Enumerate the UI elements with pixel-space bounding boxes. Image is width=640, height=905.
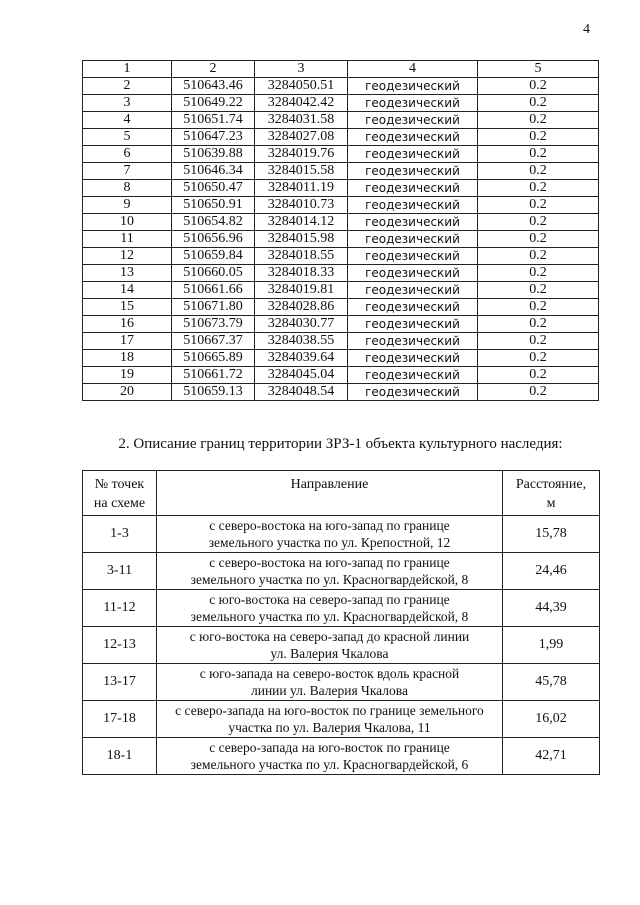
coordinates-cell: 510667.37	[172, 333, 255, 350]
coordinates-cell: 16	[83, 316, 172, 333]
distance-header-line2: м	[546, 496, 556, 511]
coordinates-cell: геодезический	[348, 95, 478, 112]
coordinates-cell: 0.2	[478, 214, 599, 231]
coordinates-row	[83, 146, 599, 163]
coordinates-cell: 3284019.76	[255, 146, 348, 163]
direction-line1: с юго-востока на северо-запад по границе	[209, 592, 450, 607]
coordinates-cell: геодезический	[348, 248, 478, 265]
direction-cell	[157, 627, 503, 664]
coordinates-cell: 3284048.54	[255, 384, 348, 401]
coordinates-cell: 0.2	[478, 146, 599, 163]
coordinates-cell: геодезический	[348, 214, 478, 231]
direction-cell	[157, 664, 503, 701]
coordinates-cell: 0.2	[478, 231, 599, 248]
coordinates-cell: 7	[83, 163, 172, 180]
coordinates-cell: 3284042.42	[255, 95, 348, 112]
direction-line2: линии ул. Валерия Чкалова	[251, 683, 408, 698]
coordinates-cell: 20	[83, 384, 172, 401]
coordinates-cell: 0.2	[478, 384, 599, 401]
coordinates-row	[83, 316, 599, 333]
header-cell: 4	[348, 61, 478, 78]
coordinates-cell: 510650.47	[172, 180, 255, 197]
coordinates-cell: геодезический	[348, 384, 478, 401]
coordinates-cell: геодезический	[348, 146, 478, 163]
coordinates-row	[83, 214, 599, 231]
distance-cell: 24,46	[503, 553, 600, 590]
coordinates-cell: 510661.72	[172, 367, 255, 384]
coordinates-cell: 15	[83, 299, 172, 316]
coordinates-row	[83, 231, 599, 248]
coordinates-cell: 510659.84	[172, 248, 255, 265]
coordinates-cell: 0.2	[478, 112, 599, 129]
direction-cell	[157, 701, 503, 738]
points-header	[83, 471, 157, 516]
coordinates-cell: геодезический	[348, 112, 478, 129]
coordinates-cell: 510656.96	[172, 231, 255, 248]
borders-row	[83, 664, 600, 701]
borders-row	[83, 701, 600, 738]
coordinates-cell: геодезический	[348, 350, 478, 367]
coordinates-cell: 3284045.04	[255, 367, 348, 384]
direction-header: Направление	[157, 471, 503, 516]
coordinates-cell: 510671.80	[172, 299, 255, 316]
coordinates-cell: 19	[83, 367, 172, 384]
points-cell: 18-1	[83, 738, 157, 775]
points-cell: 17-18	[83, 701, 157, 738]
distance-cell: 15,78	[503, 516, 600, 553]
direction-line1: с юго-запада на северо-восток вдоль красной	[199, 666, 460, 681]
coordinates-cell: 3284014.12	[255, 214, 348, 231]
coordinates-cell: геодезический	[348, 367, 478, 384]
coordinates-cell: 510661.66	[172, 282, 255, 299]
section-heading: 2. Описание границ территории ЗРЗ-1 объекта культурного наследия:	[118, 436, 563, 452]
coordinates-row	[83, 367, 599, 384]
coordinates-cell: 510651.74	[172, 112, 255, 129]
header-cell: 3	[255, 61, 348, 78]
distance-cell: 44,39	[503, 590, 600, 627]
coordinates-cell: 3284039.64	[255, 350, 348, 367]
coordinates-cell: 3284018.33	[255, 265, 348, 282]
direction-cell	[157, 516, 503, 553]
coordinates-cell: 12	[83, 248, 172, 265]
direction-cell	[157, 590, 503, 627]
borders-row	[83, 590, 600, 627]
coordinates-cell: 11	[83, 231, 172, 248]
coordinates-cell: 510643.46	[172, 78, 255, 95]
distance-header-line1: Расстояние,	[515, 477, 587, 492]
borders-description-table	[82, 470, 600, 775]
coordinates-cell: 510650.91	[172, 197, 255, 214]
header-cell: 2	[172, 61, 255, 78]
coordinates-cell: 3284015.98	[255, 231, 348, 248]
header-cell: 1	[83, 61, 172, 78]
coordinates-header-row	[83, 61, 599, 78]
coordinates-cell: 8	[83, 180, 172, 197]
direction-line1: с северо-востока на юго-запад по границе	[209, 518, 450, 533]
direction-line2: земельного участка по ул. Крепостной, 12	[208, 535, 451, 550]
coordinates-cell: 510660.05	[172, 265, 255, 282]
coordinates-cell: 510654.82	[172, 214, 255, 231]
coordinates-cell: геодезический	[348, 265, 478, 282]
coordinates-cell: геодезический	[348, 163, 478, 180]
borders-row	[83, 553, 600, 590]
direction-line2: земельного участка по ул. Красногвардейской, 8	[190, 572, 469, 587]
coordinates-cell: геодезический	[348, 316, 478, 333]
borders-header-row	[83, 471, 600, 516]
coordinates-row	[83, 112, 599, 129]
coordinates-row	[83, 350, 599, 367]
coordinates-cell: 5	[83, 129, 172, 146]
direction-line1: с северо-запада на юго-восток по границе земельного	[175, 703, 484, 718]
coordinates-cell: 3284028.86	[255, 299, 348, 316]
coordinates-row	[83, 163, 599, 180]
coordinates-cell: 0.2	[478, 78, 599, 95]
coordinates-cell: 0.2	[478, 282, 599, 299]
coordinates-cell: 0.2	[478, 367, 599, 384]
direction-line1: с северо-запада на юго-восток по границе	[209, 740, 450, 755]
coordinates-cell: 3284010.73	[255, 197, 348, 214]
direction-line1: с юго-востока на северо-запад до красной линии	[189, 629, 470, 644]
coordinates-row	[83, 95, 599, 112]
coordinates-cell: 0.2	[478, 197, 599, 214]
coordinates-cell: 0.2	[478, 350, 599, 367]
coordinates-cell: 510673.79	[172, 316, 255, 333]
coordinates-cell: геодезический	[348, 129, 478, 146]
coordinates-cell: 2	[83, 78, 172, 95]
coordinates-cell: 0.2	[478, 163, 599, 180]
coordinates-cell: 3284015.58	[255, 163, 348, 180]
coordinates-row	[83, 248, 599, 265]
coordinates-cell: 3284019.81	[255, 282, 348, 299]
coordinates-cell: 10	[83, 214, 172, 231]
coordinates-cell: геодезический	[348, 231, 478, 248]
coordinates-row	[83, 78, 599, 95]
points-cell: 13-17	[83, 664, 157, 701]
coordinates-cell: 9	[83, 197, 172, 214]
coordinates-cell: геодезический	[348, 180, 478, 197]
coordinates-cell: 3284050.51	[255, 78, 348, 95]
points-header-line2: на схеме	[93, 496, 146, 511]
coordinates-cell: 3	[83, 95, 172, 112]
borders-row	[83, 627, 600, 664]
direction-line2: участка по ул. Валерия Чкалова, 11	[228, 720, 431, 735]
coordinates-cell: 510647.23	[172, 129, 255, 146]
coordinates-cell: 0.2	[478, 180, 599, 197]
coordinates-row	[83, 299, 599, 316]
coordinates-row	[83, 197, 599, 214]
coordinates-cell: 0.2	[478, 265, 599, 282]
coordinates-row	[83, 129, 599, 146]
points-header-line1: № точек	[94, 477, 145, 492]
coordinates-cell: 0.2	[478, 299, 599, 316]
distance-cell: 42,71	[503, 738, 600, 775]
borders-row	[83, 516, 600, 553]
coordinates-cell: 6	[83, 146, 172, 163]
coordinates-cell: 13	[83, 265, 172, 282]
header-cell: 5	[478, 61, 599, 78]
coordinates-cell: 0.2	[478, 316, 599, 333]
direction-cell	[157, 738, 503, 775]
coordinates-row	[83, 265, 599, 282]
coordinates-row	[83, 333, 599, 350]
coordinates-table	[82, 60, 599, 401]
direction-line1: с северо-востока на юго-запад по границе	[209, 555, 450, 570]
distance-cell: 16,02	[503, 701, 600, 738]
coordinates-cell: 510639.88	[172, 146, 255, 163]
coordinates-cell: 0.2	[478, 248, 599, 265]
coordinates-cell: 510649.22	[172, 95, 255, 112]
points-cell: 1-3	[83, 516, 157, 553]
direction-line2: ул. Валерия Чкалова	[270, 646, 389, 661]
coordinates-cell: 510646.34	[172, 163, 255, 180]
points-cell: 12-13	[83, 627, 157, 664]
distance-cell: 1,99	[503, 627, 600, 664]
coordinates-cell: 3284018.55	[255, 248, 348, 265]
coordinates-row	[83, 282, 599, 299]
coordinates-cell: 18	[83, 350, 172, 367]
direction-line2: земельного участка по ул. Красногвардейской, 6	[190, 757, 469, 772]
coordinates-cell: геодезический	[348, 282, 478, 299]
coordinates-cell: 3284027.08	[255, 129, 348, 146]
coordinates-cell: геодезический	[348, 197, 478, 214]
distance-header	[503, 471, 600, 516]
coordinates-cell: 510659.13	[172, 384, 255, 401]
page-number: 4	[583, 22, 590, 37]
points-cell: 11-12	[83, 590, 157, 627]
coordinates-cell: 17	[83, 333, 172, 350]
coordinates-cell: 4	[83, 112, 172, 129]
points-cell: 3-11	[83, 553, 157, 590]
direction-line2: земельного участка по ул. Красногвардейской, 8	[190, 609, 469, 624]
direction-cell	[157, 553, 503, 590]
coordinates-cell: 510665.89	[172, 350, 255, 367]
coordinates-cell: 3284031.58	[255, 112, 348, 129]
borders-row	[83, 738, 600, 775]
coordinates-row	[83, 180, 599, 197]
distance-cell: 45,78	[503, 664, 600, 701]
coordinates-cell: 3284030.77	[255, 316, 348, 333]
coordinates-cell: 3284011.19	[255, 180, 348, 197]
coordinates-cell: геодезический	[348, 299, 478, 316]
coordinates-cell: 14	[83, 282, 172, 299]
coordinates-cell: 0.2	[478, 95, 599, 112]
coordinates-cell: 0.2	[478, 333, 599, 350]
coordinates-cell: геодезический	[348, 333, 478, 350]
coordinates-cell: 0.2	[478, 129, 599, 146]
coordinates-cell: геодезический	[348, 78, 478, 95]
coordinates-row	[83, 384, 599, 401]
coordinates-cell: 3284038.55	[255, 333, 348, 350]
